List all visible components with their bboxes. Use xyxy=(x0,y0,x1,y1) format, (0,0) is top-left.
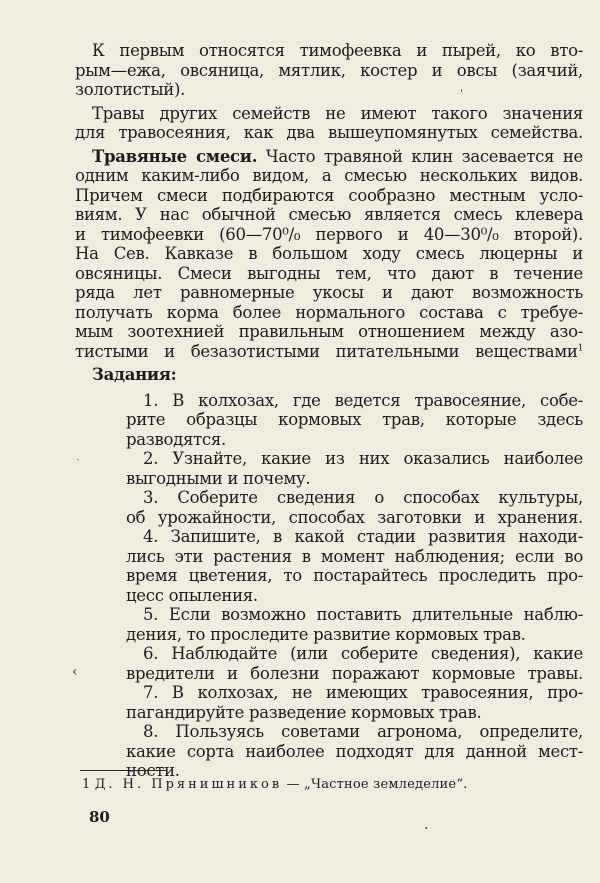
text-line: виям. У нас обычной смесью является смесь клевера xyxy=(75,205,583,224)
text-line: 7. В колхозах, не имеющих травосеяния, про- xyxy=(143,683,583,702)
task-item xyxy=(75,527,583,605)
text-line: выгодными и почему. xyxy=(126,468,311,488)
footnote-mark: 1 xyxy=(82,777,91,792)
text-line: и тимофеевки (60—70⁰/₀ первого и 40—30⁰/₀ второй). xyxy=(75,224,583,244)
grass-mixtures-paragraph xyxy=(75,147,583,362)
text-line xyxy=(75,147,583,167)
footnote-author: Д. Н. Прянишников xyxy=(94,777,283,792)
tasks-list xyxy=(75,391,583,781)
task-item xyxy=(75,683,583,722)
text-line: Травы других семейств не имеют такого значения xyxy=(92,103,583,123)
task-item xyxy=(75,449,583,488)
text-line: золотистый). xyxy=(75,80,186,99)
text-line: 1. В колхозах, где ведется травосеяние, собе- xyxy=(143,390,583,410)
footnote xyxy=(82,777,468,792)
text-line: На Сев. Кавказе в большом ходу смесь люцерны и xyxy=(75,244,583,263)
text-line: 6. Наблюдайте (или соберите сведения), какие xyxy=(143,644,583,663)
footnote-title: „Частное земледелие“. xyxy=(304,777,468,792)
text-line: К первым относятся тимофеевка и пырей, ко вто- xyxy=(92,41,583,60)
body-text xyxy=(75,41,583,781)
text-line: 4. Запишите, в какой стадии развития находи- xyxy=(143,527,583,546)
text-line: об урожайности, способах заготовки и хранения. xyxy=(126,507,583,527)
text-line: получать корма более нормального состава с требуе- xyxy=(75,302,583,322)
text-line: 8. Пользуясь советами агронома, определите, xyxy=(143,722,583,741)
footnote-dash: — xyxy=(286,777,300,792)
task-item xyxy=(75,644,583,683)
text-line: цесс опыления. xyxy=(126,585,258,605)
task-item xyxy=(75,722,583,781)
text-line: одним каким-либо видом, а смесью нескольких видов. xyxy=(75,166,583,185)
task-item xyxy=(75,605,583,644)
tasks-heading: Задания: xyxy=(92,365,177,384)
text-line: для травосеяния, как два вышеупомянутых семейства. xyxy=(75,123,583,142)
text-line: 2. Узнайте, какие из них оказались наиболее xyxy=(143,449,583,468)
text-line: 5. Если возможно поставить длительные наблю- xyxy=(143,605,583,624)
last-line-text: тистыми и безазотистыми питательными веществами xyxy=(75,341,578,361)
ink-speck: ‹ xyxy=(72,664,78,680)
text-line: овсяницы. Смеси выгодны тем, что дают в течение xyxy=(75,263,583,283)
paragraph-1 xyxy=(75,41,583,100)
page-number: 80 xyxy=(89,808,110,826)
text-line xyxy=(75,342,583,362)
text-line: 3. Соберите сведения о способах культуры, xyxy=(143,488,583,507)
ink-speck: ˈ xyxy=(460,88,464,101)
text-line: рите образцы кормовых трав, которые здесь xyxy=(126,410,583,429)
text-line: вредители и болезни поражают кормовые травы. xyxy=(126,663,583,683)
text-line: ности. xyxy=(126,761,180,780)
task-item xyxy=(75,488,583,527)
text-line: лись эти растения в момент наблюдения; если во xyxy=(126,546,583,566)
ink-speck: ˎ xyxy=(76,448,80,461)
text-line: мым зоотехнией правильным отношением между азо- xyxy=(75,322,583,341)
footnote-reference: 1 xyxy=(577,343,583,353)
ink-speck: · xyxy=(424,821,429,837)
text-line: разводятся. xyxy=(126,429,226,449)
section-heading: Травяные смеси. xyxy=(92,146,258,166)
text-line: рым—ежа, овсяница, мятлик, костер и овсы (заячий, xyxy=(75,60,583,80)
footnote-divider xyxy=(80,770,166,771)
paragraph-2 xyxy=(75,104,583,143)
text-line: ряда лет равномерные укосы и дают возможность xyxy=(75,283,583,302)
task-item xyxy=(75,391,583,450)
heading-line-rest: Часто травяной клин засевается не xyxy=(265,146,583,166)
text-line: какие сорта наиболее подходят для данной мест- xyxy=(126,741,583,761)
text-line: пагандируйте разведение кормовых трав. xyxy=(126,702,482,722)
text-line: Причем смеси подбираются сообразно местным усло- xyxy=(75,185,583,205)
text-line: дения, то проследите развитие кормовых трав. xyxy=(126,624,526,644)
text-line: время цветения, то постарайтесь проследить про- xyxy=(126,566,583,585)
